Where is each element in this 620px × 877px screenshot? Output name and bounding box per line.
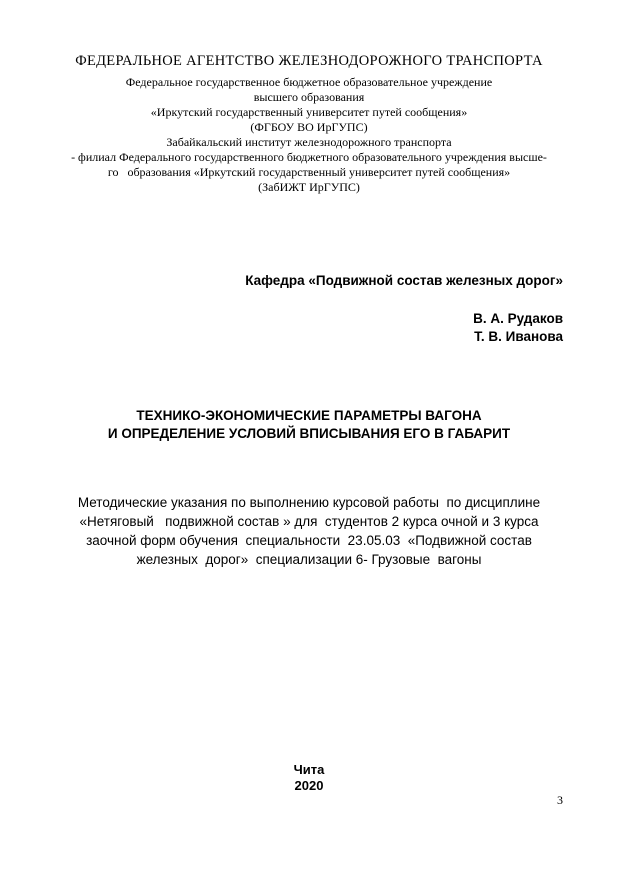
agency-heading: ФЕДЕРАЛЬНОЕ АГЕНТСТВО ЖЕЛЕЗНОДОРОЖНОГО ТРАНСПОРТА bbox=[75, 53, 543, 69]
institution-block bbox=[55, 75, 563, 195]
annotation-line: «Нетяговый подвижной состав » для студентов 2 курса очной и 3 курса bbox=[79, 514, 539, 529]
document-title-line: И ОПРЕДЕЛЕНИЕ УСЛОВИЙ ВПИСЫВАНИЯ ЕГО В ГАБАРИТ bbox=[107, 426, 511, 441]
imprint-city: Чита bbox=[293, 762, 325, 777]
author-name: В. А. Рудаков bbox=[473, 311, 563, 326]
imprint-block bbox=[55, 762, 563, 793]
author-name: Т. В. Иванова bbox=[474, 329, 563, 344]
institution-line: высшего образования bbox=[253, 90, 365, 104]
page-number: 3 bbox=[557, 793, 563, 807]
institution-line: Федеральное государственное бюджетное образовательное учреждение bbox=[125, 75, 493, 89]
department-name: Кафедра «Подвижной состав железных дорог» bbox=[245, 273, 563, 288]
institution-line: (ЗабИЖТ ИрГУПС) bbox=[258, 180, 360, 194]
document-title bbox=[55, 407, 563, 443]
document-title-line: ТЕХНИКО-ЭКОНОМИЧЕСКИЕ ПАРАМЕТРЫ ВАГОНА bbox=[136, 408, 482, 423]
authors-block bbox=[55, 310, 563, 346]
institution-line: «Иркутский государственный университет путей сообщения» bbox=[150, 105, 468, 119]
institution-line: (ФГБОУ ВО ИрГУПС) bbox=[250, 120, 368, 134]
annotation-block bbox=[55, 493, 563, 569]
institution-line: Забайкальский институт железнодорожного транспорта bbox=[166, 135, 452, 149]
imprint-year: 2020 bbox=[294, 777, 324, 793]
annotation-line: заочной форм обучения специальности 23.05.03 «Подвижной состав bbox=[86, 533, 532, 548]
annotation-line: железных дорог» специализации 6- Грузовые вагоны bbox=[136, 552, 482, 567]
annotation-line: Методические указания по выполнению курсовой работы по дисциплине bbox=[77, 495, 541, 510]
institution-line: - филиал Федерального государственного бюджетного образовательного учреждения высше- bbox=[71, 150, 547, 164]
institution-line: го образования «Иркутский государственный университет путей сообщения» bbox=[107, 165, 511, 179]
